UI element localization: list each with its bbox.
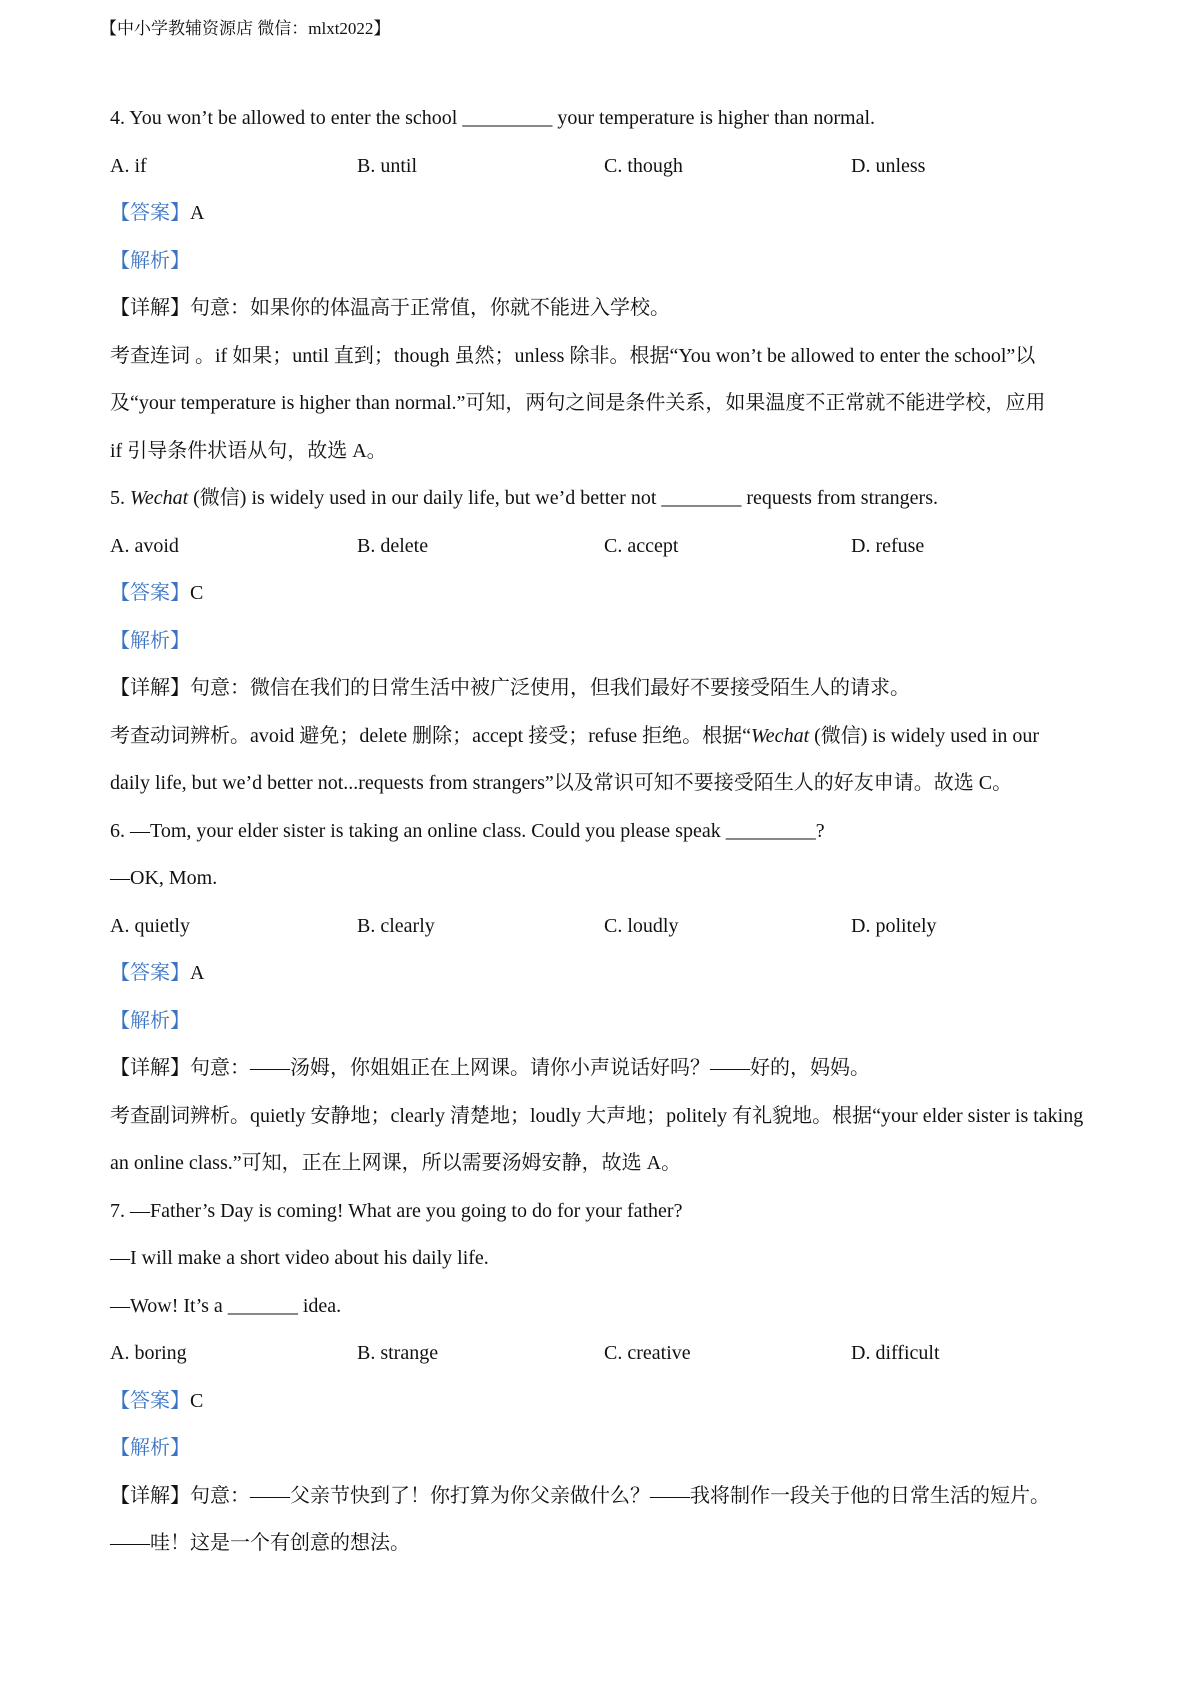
answer-line	[110, 1378, 1100, 1426]
options-row	[110, 523, 1100, 571]
answer-tag: 【答案】	[110, 202, 190, 224]
answer-value: A	[190, 202, 205, 224]
detail-line	[110, 1473, 1100, 1521]
question-dialog-line: —I will make a short video about his daily life.	[110, 1247, 489, 1269]
question-7	[110, 1188, 1100, 1568]
detail-tag: 【详解】	[110, 1484, 190, 1507]
analysis-text: 考查动词辨析。avoid 避免；delete 删除；accept 接受；refuse 拒绝。根据“	[110, 724, 751, 747]
document-body	[110, 95, 1100, 1568]
option-a: A. boring	[110, 1342, 187, 1364]
option-b: B. strange	[357, 1342, 439, 1364]
option-c: C. creative	[604, 1342, 691, 1364]
options-row	[110, 143, 1100, 191]
answer-value: C	[190, 1389, 204, 1412]
question-italic-term: Wechat	[130, 487, 189, 509]
question-stem: 4. You won’t be allowed to enter the school _________ your temperature is higher than normal.	[110, 107, 876, 129]
detail-text: 句意：如果你的体温高于正常值，你就不能进入学校。	[190, 297, 670, 319]
option-a: A. if	[110, 154, 147, 177]
analysis-line: if 引导条件状语从句，故选 A。	[110, 439, 387, 462]
answer-value: A	[190, 962, 205, 984]
question-dialog-line: —Wow! It’s a _______ idea.	[110, 1294, 342, 1317]
question-4	[110, 95, 1100, 475]
jiexi-tag: 【解析】	[110, 1009, 190, 1032]
analysis-line: 及“your temperature is higher than normal.”可知，两句之间是条件关系，如果温度不正常就不能进学校，应用	[110, 392, 1046, 414]
option-d: D. refuse	[851, 534, 925, 557]
detail-text: 句意：——父亲节快到了！你打算为你父亲做什么？——我将制作一段关于他的日常生活的短片。	[190, 1484, 1050, 1507]
question-6	[110, 808, 1100, 1188]
options-row	[110, 903, 1100, 951]
jiexi-tag: 【解析】	[110, 629, 190, 652]
analysis-line: daily life, but we’d better not...requests from strangers”以及常识可知不要接受陌生人的好友申请。故选 C。	[110, 772, 1013, 794]
answer-line	[110, 190, 1100, 238]
option-c: C. loudly	[604, 914, 679, 937]
option-c: C. accept	[604, 534, 679, 557]
answer-value: C	[190, 582, 204, 604]
option-b: B. delete	[357, 534, 429, 557]
detail-tag: 【详解】	[110, 1057, 190, 1079]
detail-text: 句意：——汤姆，你姐姐正在上网课。请你小声说话好吗？——好的，妈妈。	[190, 1057, 870, 1079]
answer-line	[110, 570, 1100, 618]
jiexi-tag: 【解析】	[110, 1437, 190, 1459]
watermark-header: 【中小学教辅资源店 微信：mlxt2022】	[100, 19, 391, 38]
analysis-italic-term: Wechat	[750, 724, 810, 747]
analysis-line: an online class.”可知，正在上网课，所以需要汤姆安静，故选 A。	[110, 1152, 682, 1174]
analysis-text: (微信) is widely used in our	[809, 724, 1040, 747]
answer-tag: 【答案】	[110, 582, 190, 604]
question-dialog-line: —OK, Mom.	[110, 867, 218, 889]
jiexi-tag: 【解析】	[110, 249, 190, 272]
question-stem: 6. —Tom, your elder sister is taking an online class. Could you please speak _________?	[110, 819, 825, 842]
detail-line	[110, 285, 1100, 333]
option-d: D. unless	[851, 154, 926, 177]
question-stem	[110, 475, 1100, 523]
answer-tag: 【答案】	[110, 962, 190, 984]
analysis-line: 考查连词 。if 如果；until 直到；though 虽然；unless 除非。根据“You won’t be allowed to enter the school”以	[110, 344, 1036, 367]
option-a: A. quietly	[110, 914, 190, 937]
detail-tag: 【详解】	[110, 677, 190, 699]
option-b: B. until	[357, 154, 418, 177]
question-stem: 7. —Father’s Day is coming! What are you going to do for your father?	[110, 1199, 683, 1222]
answer-tag: 【答案】	[110, 1389, 190, 1412]
option-b: B. clearly	[357, 914, 435, 937]
option-d: D. difficult	[851, 1342, 940, 1364]
detail-line	[110, 1045, 1100, 1093]
options-row	[110, 1330, 1100, 1378]
detail-tag: 【详解】	[110, 297, 190, 319]
question-stem-rest: (微信) is widely used in our daily life, but we’d better not ________ requests from strangers.	[188, 487, 938, 509]
answer-line	[110, 950, 1100, 998]
option-d: D. politely	[851, 914, 937, 937]
detail-line	[110, 665, 1100, 713]
detail-continuation: ——哇！这是一个有创意的想法。	[110, 1532, 410, 1554]
question-number: 5.	[110, 487, 130, 509]
detail-text: 句意：微信在我们的日常生活中被广泛使用，但我们最好不要接受陌生人的请求。	[190, 677, 910, 699]
option-c: C. though	[604, 154, 683, 177]
question-5	[110, 475, 1100, 808]
analysis-line: 考查副词辨析。quietly 安静地；clearly 清楚地；loudly 大声地；politely 有礼貌地。根据“your elder sister is taking	[110, 1104, 1084, 1127]
analysis-line	[110, 713, 1100, 761]
option-a: A. avoid	[110, 534, 179, 557]
